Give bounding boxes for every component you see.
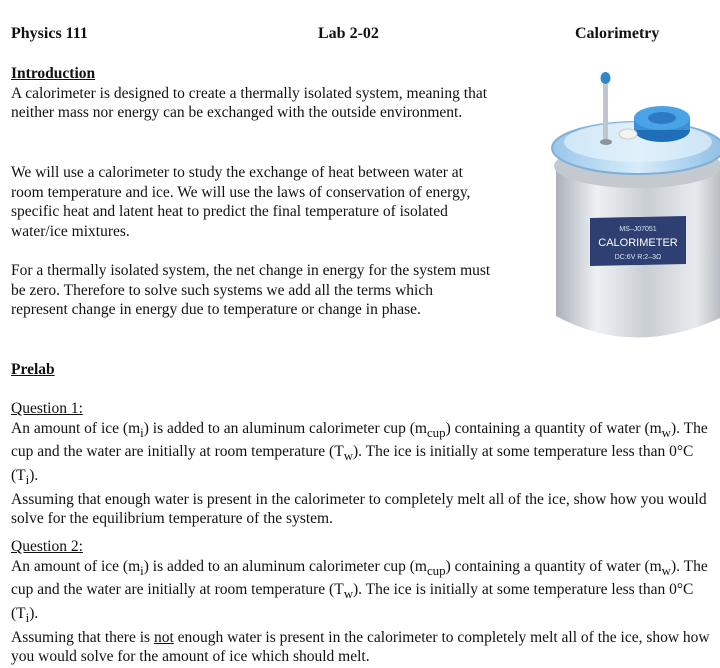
label-model: MS–J07051 — [619, 226, 657, 233]
question-1 — [11, 399, 716, 529]
intro-paragraph-1: A calorimeter is designed to create a thermally isolated system, meaning that neither mass nor energy can be exchanged with the outside environment. — [11, 84, 488, 122]
question-2-text: An amount of ice $(m_i)$ is added to an aluminum calorimeter cup $(m_{cup})$ containing a quantity of water $(m_w)$. The cup and the water are initially at room temperature $(T_w)$. The ice is initially at some temperature less than 0°C $(T_i)$. — [11, 557, 708, 626]
stirrer-rod — [603, 84, 608, 142]
introduction-section — [11, 64, 491, 123]
introduction-heading: Introduction — [11, 65, 96, 82]
question-1-title: Question 1: — [11, 400, 83, 417]
intro-paragraph-2: We will use a calorimeter to study the exchange of heat between water at room temperature and ice. We will use the laws of conservation of energy, specific heat and latent heat to predict the final temperature of isolated water/ice mixtures. — [11, 164, 471, 240]
emphasis-not: not — [153, 628, 174, 646]
question-1-instruction: Assuming that enough water is present in the calorimeter to completely melt all of the ice, show how you would solve for the equilibrium temperature of the system. — [11, 490, 707, 528]
question-2-instruction: Assuming that there is not enough water is present in the calorimeter to completely melt all of the ice, show how you would solve for the amount of ice which should melt. — [11, 628, 710, 666]
intro-paragraph-3: For a thermally isolated system, the net change in energy for the system must be zero. Therefore to solve such systems we add all the terms which represent change in energy due to temperature or change in phase. — [11, 262, 491, 319]
prelab-heading: Prelab — [11, 361, 55, 378]
question-2-title: Question 2: — [11, 538, 83, 555]
label-specs: DC:6V R:2–3Ω — [614, 254, 662, 261]
lab-topic: Calorimetry — [575, 25, 660, 42]
question-2 — [11, 537, 716, 667]
calorimeter-image — [546, 66, 720, 348]
question-1-text: An amount of ice $(m_i)$ is added to an aluminum calorimeter cup $(m_{cup})$ containing a quantity of water $(m_w)$. The cup and the water are initially at room temperature $(T_w)$. The ice is initially at some temperature less than 0°C $(T_i)$. — [11, 419, 708, 488]
stirrer-knob-icon — [601, 72, 611, 84]
lab-number: Lab 2-02 — [318, 25, 379, 42]
course-title: Physics 111 — [11, 25, 88, 42]
label-name: CALORIMETER — [598, 237, 678, 249]
